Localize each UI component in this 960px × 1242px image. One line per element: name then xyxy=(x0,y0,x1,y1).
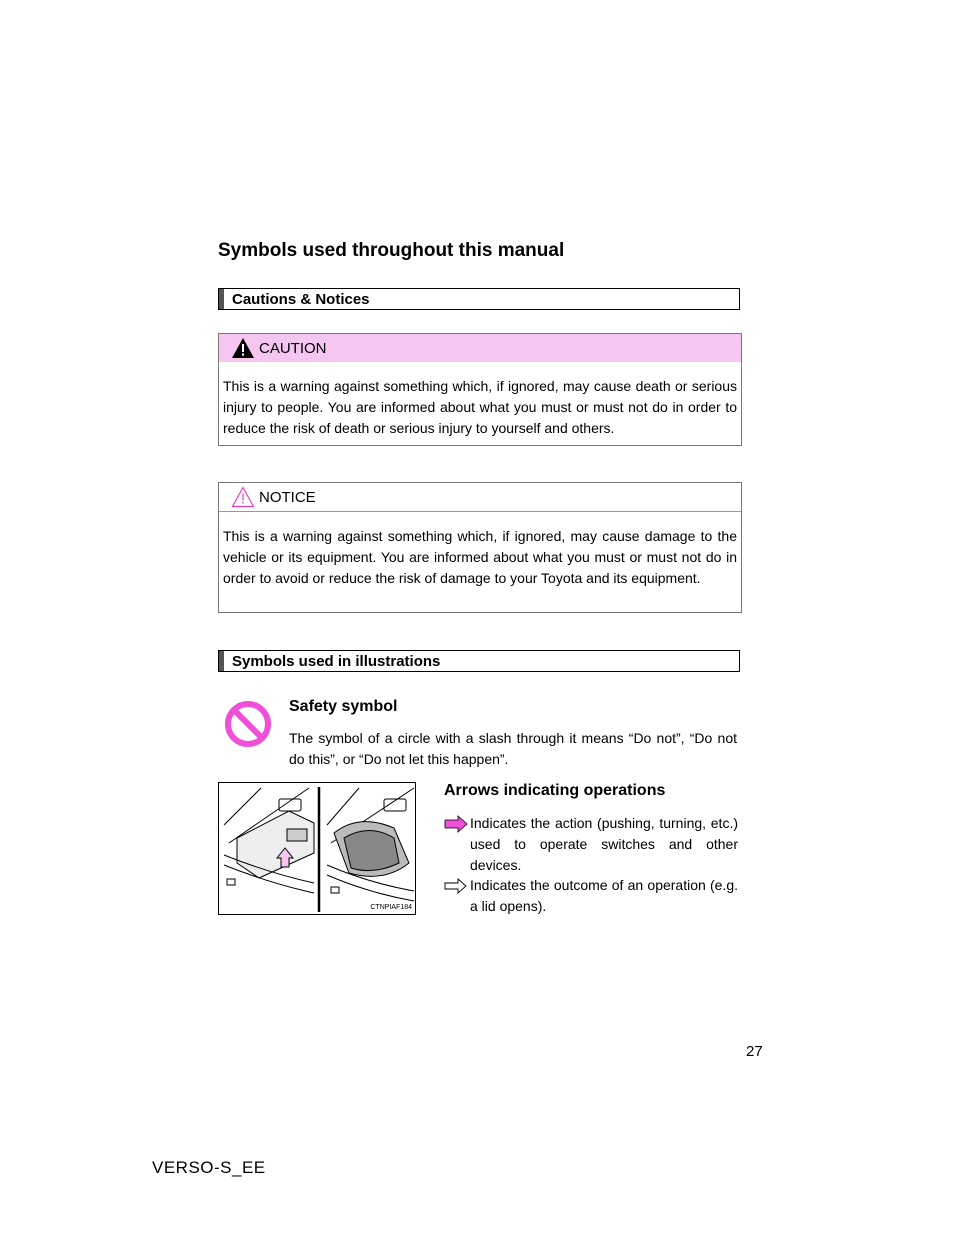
caution-box xyxy=(218,333,742,446)
illustration-code: CTNPIAF184 xyxy=(370,904,412,911)
action-arrow-text: Indicates the action (pushing, turning, etc.) used to operate switches and other devices. xyxy=(470,815,738,873)
caution-text: This is a warning against something which, if ignored, may cause death or serious injury to people. You are informed about what you must or must not do in order to reduce the risk of death or serious injury to yourself and others. xyxy=(223,378,737,436)
notice-header xyxy=(219,483,741,512)
warning-filled-icon xyxy=(231,337,255,359)
warning-outline-icon xyxy=(231,486,255,508)
section-marker xyxy=(219,289,224,309)
action-arrow-row xyxy=(444,813,738,876)
notice-text: This is a warning against something which, if ignored, may cause damage to the vehicle or its equipment. You are informed about what you must or must not do in order to avoid or reduce the risk of damage to your Toyota and its equipment. xyxy=(223,528,737,586)
arrows-title: Arrows indicating operations xyxy=(444,782,666,799)
outcome-arrow-row xyxy=(444,875,738,917)
notice-box xyxy=(218,482,742,613)
safety-symbol-title: Safety symbol xyxy=(289,698,398,715)
outcome-arrow-text: Indicates the outcome of an operation (e.g. a lid opens). xyxy=(470,877,738,914)
action-arrow-icon xyxy=(444,815,468,833)
footer-code: VERSO-S_EE xyxy=(152,1158,266,1177)
page-heading: Symbols used throughout this manual xyxy=(218,240,565,261)
outcome-arrow-icon xyxy=(444,877,468,895)
section-cautions-notices xyxy=(218,288,740,310)
prohibition-icon xyxy=(224,700,272,748)
caution-title: CAUTION xyxy=(259,340,327,357)
section-illustrations-label: Symbols used in illustrations xyxy=(232,653,441,670)
section-marker xyxy=(219,651,224,671)
safety-symbol-text: The symbol of a circle with a slash through it means “Do not”, “Do not do this”, or “Do not let this happen”. xyxy=(289,730,737,767)
section-symbols-illustrations xyxy=(218,650,740,672)
section-cautions-label: Cautions & Notices xyxy=(232,291,370,308)
caution-header xyxy=(219,334,741,362)
notice-title: NOTICE xyxy=(259,489,316,506)
illustration-image xyxy=(218,782,416,915)
page-number: 27 xyxy=(746,1043,763,1060)
overhead-console-illustration xyxy=(219,783,416,915)
